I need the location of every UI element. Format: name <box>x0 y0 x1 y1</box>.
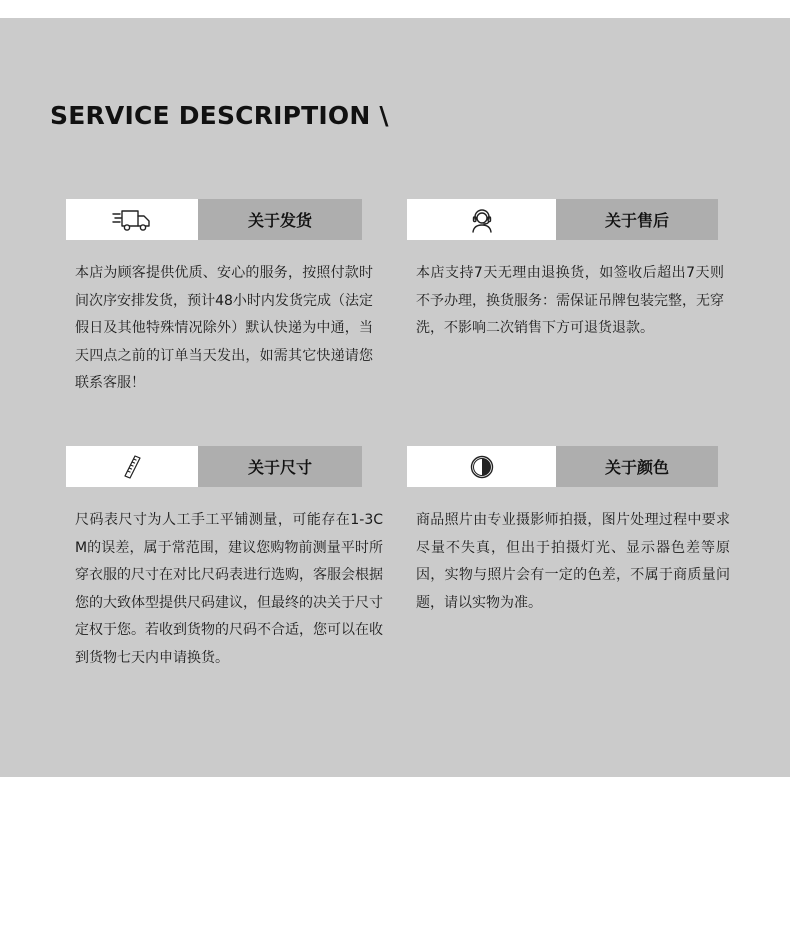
icon-box <box>66 446 198 487</box>
card-header <box>66 199 396 240</box>
card-after-sales <box>407 199 737 399</box>
customer-service-headset-icon <box>469 207 495 233</box>
service-panel <box>0 18 790 777</box>
card-color <box>407 446 737 646</box>
section-heading: SERVICE DESCRIPTION \ <box>50 101 389 130</box>
ruler-icon <box>120 454 144 480</box>
delivery-truck-icon <box>112 208 152 232</box>
card-shipping <box>66 199 396 419</box>
icon-box <box>407 446 556 487</box>
card-title: 关于尺寸 <box>198 446 362 487</box>
card-text: 本店支持7天无理由退换货，如签收后超出7天则不予办理，换货服务：需保证吊牌包装完整，无穿洗，不影响二次销售下方可退货退款。 <box>416 265 724 336</box>
card-sizing <box>66 446 396 706</box>
card-title: 关于售后 <box>556 199 718 240</box>
card-text: 本店为顾客提供优质、安心的服务，按照付款时间次序安排发货，预计48小时内发货完成（法定假日及其他特殊情况除外）默认快递为中通，当天四点之前的订单当天发出，如需其它快递请您联系客服！ <box>75 265 373 391</box>
icon-box <box>407 199 556 240</box>
contrast-circle-icon <box>469 454 495 480</box>
card-text: 商品照片由专业摄影师拍摄，图片处理过程中要求尽量不失真，但出于拍摄灯光、显示器色差等原因，实物与照片会有一定的色差，不属于商质量问题，请以实物为准。 <box>416 512 730 611</box>
card-text: 尺码表尺寸为人工手工平铺测量，可能存在1-3CM的误差，属于常范围，建议您购物前测量平时所穿衣服的尺寸在对比尺码表进行选购，客服会根据您的大致体型提供尺码建议，但最终的决关于尺寸定权于您。若收到货物的尺码不合适，您可以在收到货物七天内申请换货。 <box>75 512 383 666</box>
card-header <box>66 446 396 487</box>
card-header <box>407 446 737 487</box>
card-header <box>407 199 737 240</box>
card-title: 关于发货 <box>198 199 362 240</box>
icon-box <box>66 199 198 240</box>
card-title: 关于颜色 <box>556 446 718 487</box>
